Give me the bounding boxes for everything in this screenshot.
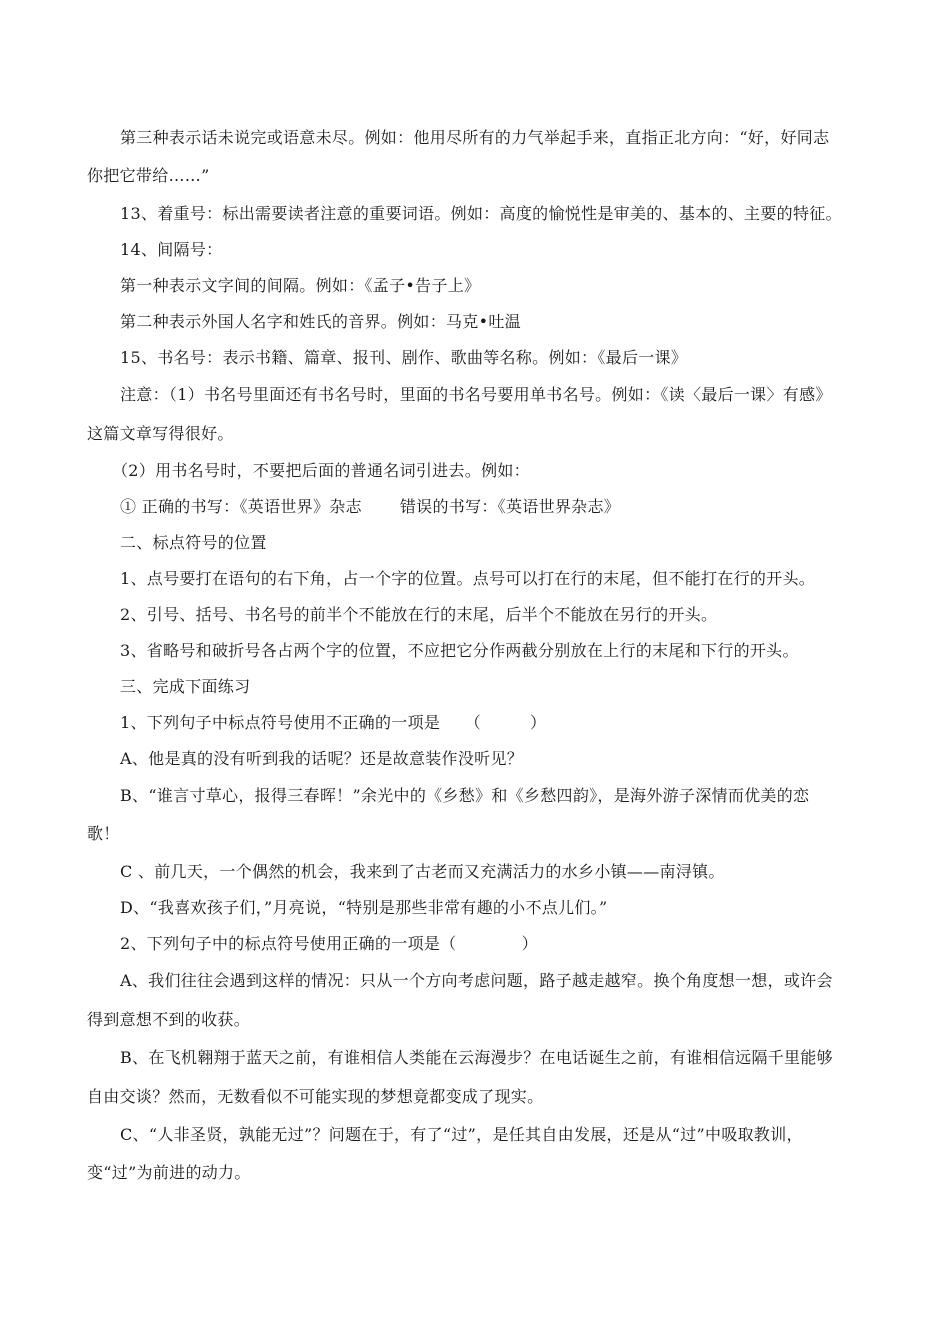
option-text: 得到意想不到的收获。 [87,1010,251,1029]
text-line: 第一种表示文字间的间隔。例如：《孟子•告子上》 [120,276,481,295]
text-line: 15、书名号：表示书籍、篇章、报刊、剧作、歌曲等名称。例如：《最后一课》 [120,348,688,367]
option-text: C、“人非圣贤，孰能无过”？问题在于，有了“过”，是任其自由发展，还是从“过”中吸取教训， [120,1125,803,1144]
section-heading: 二、标点符号的位置 [120,533,267,552]
text-line: 1、点号要打在语句的右下角，占一个字的位置。点号可以打在行的末尾，但不能打在行的开头。 [120,569,816,588]
text-line: 14、间隔号： [120,240,223,259]
text-line: 你把它带给……” [87,166,210,185]
question-text: 1、下列句子中标点符号使用不正确的一项是 （ ） [120,713,547,732]
question-text: 2、下列句子中的标点符号使用正确的一项是（ ） [120,934,538,953]
text-line: ① 正确的书写：《英语世界》杂志 错误的书写：《英语世界杂志》 [120,497,621,516]
text-line: 2、引号、括号、书名号的前半个不能放在行的末尾，后半个不能放在另行的开头。 [120,605,718,624]
text-line: （2）用书名号时，不要把后面的普通名词引进去。例如： [112,461,530,480]
text-line: 注意：（1）书名号里面还有书名号时，里面的书名号要用单书名号。例如：《读〈最后一课〉有感》 [120,385,832,404]
option-text: 变“过”为前进的动力。 [87,1163,251,1182]
text-line: 13、着重号：标出需要读者注意的重要词语。例如：高度的愉悦性是审美的、基本的、主要的特征。 [120,204,842,223]
option-text: D、“我喜欢孩子们，”月亮说，“特别是那些非常有趣的小不点儿们。” [120,898,608,917]
option-text: 自由交谈？然而，无数看似不可能实现的梦想竟都变成了现实。 [87,1087,544,1106]
text-line: 第二种表示外国人名字和姓氏的音界。例如：马克•吐温 [120,312,521,331]
text-line: 第三种表示话未说完或语意未尽。例如：他用尽所有的力气举起手来，直指正北方向：“好，好同志 [120,128,830,147]
option-text: C 、前几天，一个偶然的机会，我来到了古老而又充满活力的水乡小镇——南浔镇。 [120,862,725,881]
option-text: B、“谁言寸草心，报得三春晖！”余光中的《乡愁》和《乡愁四韵》，是海外游子深情而优美的恋 [120,786,810,805]
option-text: A、我们往往会遇到这样的情况：只从一个方向考虑问题，路子越走越窄。换个角度想一想，或许会 [120,971,833,990]
section-heading: 三、完成下面练习 [120,677,251,696]
text-line: 3、省略号和破折号各占两个字的位置，不应把它分作两截分别放在上行的末尾和下行的开头。 [120,641,799,660]
text-line: 这篇文章写得很好。 [87,424,234,443]
option-text: B、在飞机翱翔于蓝天之前，有谁相信人类能在云海漫步？在电话诞生之前，有谁相信远隔千里能够 [120,1048,833,1067]
option-text: 歌！ [87,824,120,843]
option-text: A、他是真的没有听到我的话呢？还是故意装作没听见？ [120,749,524,768]
